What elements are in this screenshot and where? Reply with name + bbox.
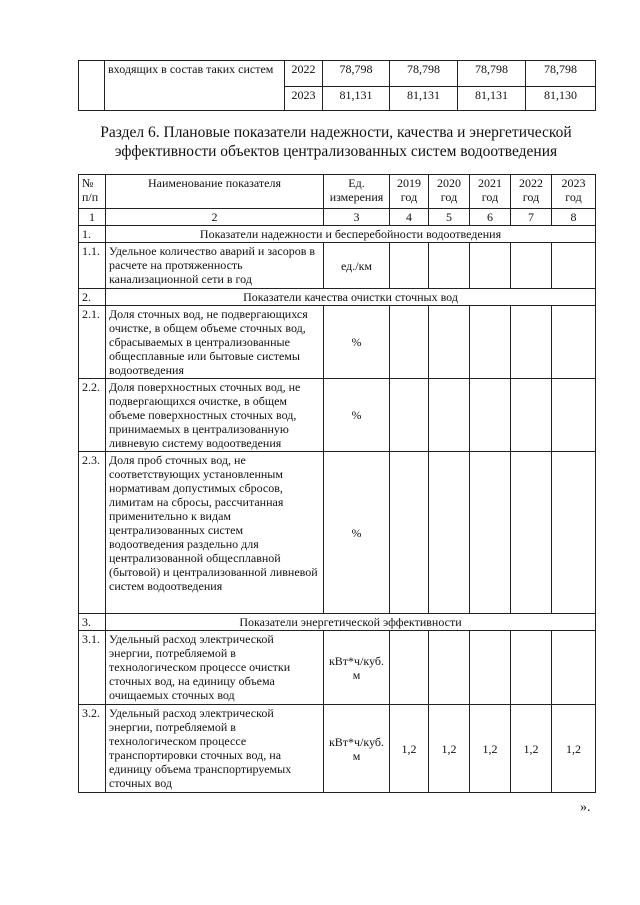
- row-name: Удельный расход электрической энергии, потребляемой в технологическом процессе очистки сточных вод, на единицу объема очищаемых сточных вод: [106, 631, 324, 705]
- row-value: 1,2: [390, 705, 429, 793]
- row-value: 1,2: [429, 705, 470, 793]
- row-value: [390, 243, 429, 289]
- row-unit: %: [324, 379, 390, 452]
- index-cell: 8: [552, 209, 596, 226]
- group-num: 1.: [79, 226, 106, 243]
- indicators-table: [78, 174, 596, 793]
- index-cell: 5: [429, 209, 470, 226]
- continued-value: 81,130: [526, 87, 596, 111]
- row-unit: ед./км: [324, 243, 390, 289]
- row-name: Доля проб сточных вод, не соответствующих установленным нормативам допустимых сбросов, лимитам на сбросы, рассчитанная применительно к видам централизованных систем водоотведения раздельно для централизованной общесплавной (бытовой) и централизованной ливневой систем водоотведения: [106, 452, 324, 614]
- row-unit: кВт*ч/куб. м: [324, 705, 390, 793]
- continued-year: 2023: [285, 87, 323, 111]
- row-value: [429, 243, 470, 289]
- header-num: № п/п: [79, 175, 106, 209]
- group-title: Показатели качества очистки сточных вод: [106, 289, 596, 306]
- row-value: 1,2: [511, 705, 552, 793]
- group-num: 2.: [79, 289, 106, 306]
- continued-value: 78,798: [526, 61, 596, 87]
- continued-value: 81,131: [323, 87, 390, 111]
- continued-value: 78,798: [323, 61, 390, 87]
- row-unit: %: [324, 452, 390, 614]
- header-year: 2023 год: [552, 175, 596, 209]
- header-year: 2020 год: [429, 175, 470, 209]
- row-num: 2.1.: [79, 306, 106, 379]
- group-title: Показатели энергетической эффективности: [106, 614, 596, 631]
- header-year: 2021 год: [470, 175, 511, 209]
- row-num: 1.1.: [79, 243, 106, 289]
- row-value: [552, 243, 596, 289]
- row-unit: %: [324, 306, 390, 379]
- row-num: 2.2.: [79, 379, 106, 452]
- index-cell: 4: [390, 209, 429, 226]
- section-title: Раздел 6. Плановые показатели надежности, качества и энергетической эффективности объектов централизованных систем водоотведения: [100, 124, 572, 160]
- row-value: [429, 631, 470, 705]
- index-cell: 6: [470, 209, 511, 226]
- row-value: [470, 243, 511, 289]
- index-cell: 1: [79, 209, 106, 226]
- header-year: 2022 год: [511, 175, 552, 209]
- row-value: [511, 452, 552, 614]
- row-value: [511, 379, 552, 452]
- row-unit: кВт*ч/куб. м: [324, 631, 390, 705]
- row-name: Доля поверхностных сточных вод, не подвергающихся очистке, в общем объеме поверхностных сточных вод, принимаемых в централизованную ливневую систему водоотведения: [106, 379, 324, 452]
- row-name: Удельный расход электрической энергии, потребляемой в технологическом процессе транспортировки сточных вод, на единицу объема транспортируемых сточных вод: [106, 705, 324, 793]
- group-title: Показатели надежности и бесперебойности водоотведения: [106, 226, 596, 243]
- continued-value: 78,798: [390, 61, 458, 87]
- row-num: 3.1.: [79, 631, 106, 705]
- continued-value: 81,131: [390, 87, 458, 111]
- row-value: [552, 452, 596, 614]
- closing-quote-mark: ».: [580, 800, 591, 815]
- row-name: Удельное количество аварий и засоров в расчете на протяженность канализационной сети в год: [106, 243, 324, 289]
- continued-name-cell: входящих в состав таких систем: [105, 61, 285, 111]
- index-cell: 3: [324, 209, 390, 226]
- row-value: [470, 631, 511, 705]
- row-value: [552, 379, 596, 452]
- row-value: [390, 379, 429, 452]
- row-value: [390, 306, 429, 379]
- row-value: [429, 379, 470, 452]
- continued-year: 2022: [285, 61, 323, 87]
- continued-table: [78, 60, 596, 111]
- row-num: 3.2.: [79, 705, 106, 793]
- continued-value: 81,131: [458, 87, 526, 111]
- row-value: [470, 306, 511, 379]
- index-cell: 7: [511, 209, 552, 226]
- group-num: 3.: [79, 614, 106, 631]
- row-num: 2.3.: [79, 452, 106, 614]
- row-value: [390, 631, 429, 705]
- row-value: 1,2: [470, 705, 511, 793]
- row-value: [470, 379, 511, 452]
- header-name: Наименование показателя: [106, 175, 324, 209]
- row-value: 1,2: [552, 705, 596, 793]
- header-year: 2019 год: [390, 175, 429, 209]
- continued-num-cell: [79, 61, 105, 111]
- row-name: Доля сточных вод, не подвергающихся очистке, в общем объеме сточных вод, сбрасываемых в централизованные общесплавные или бытовые системы водоотведения: [106, 306, 324, 379]
- row-value: [552, 306, 596, 379]
- row-value: [390, 452, 429, 614]
- row-value: [470, 452, 511, 614]
- row-value: [429, 306, 470, 379]
- continued-value: 78,798: [458, 61, 526, 87]
- row-value: [511, 243, 552, 289]
- index-cell: 2: [106, 209, 324, 226]
- row-value: [511, 631, 552, 705]
- row-value: [552, 631, 596, 705]
- row-value: [429, 452, 470, 614]
- row-value: [511, 306, 552, 379]
- header-unit: Ед. измерения: [324, 175, 390, 209]
